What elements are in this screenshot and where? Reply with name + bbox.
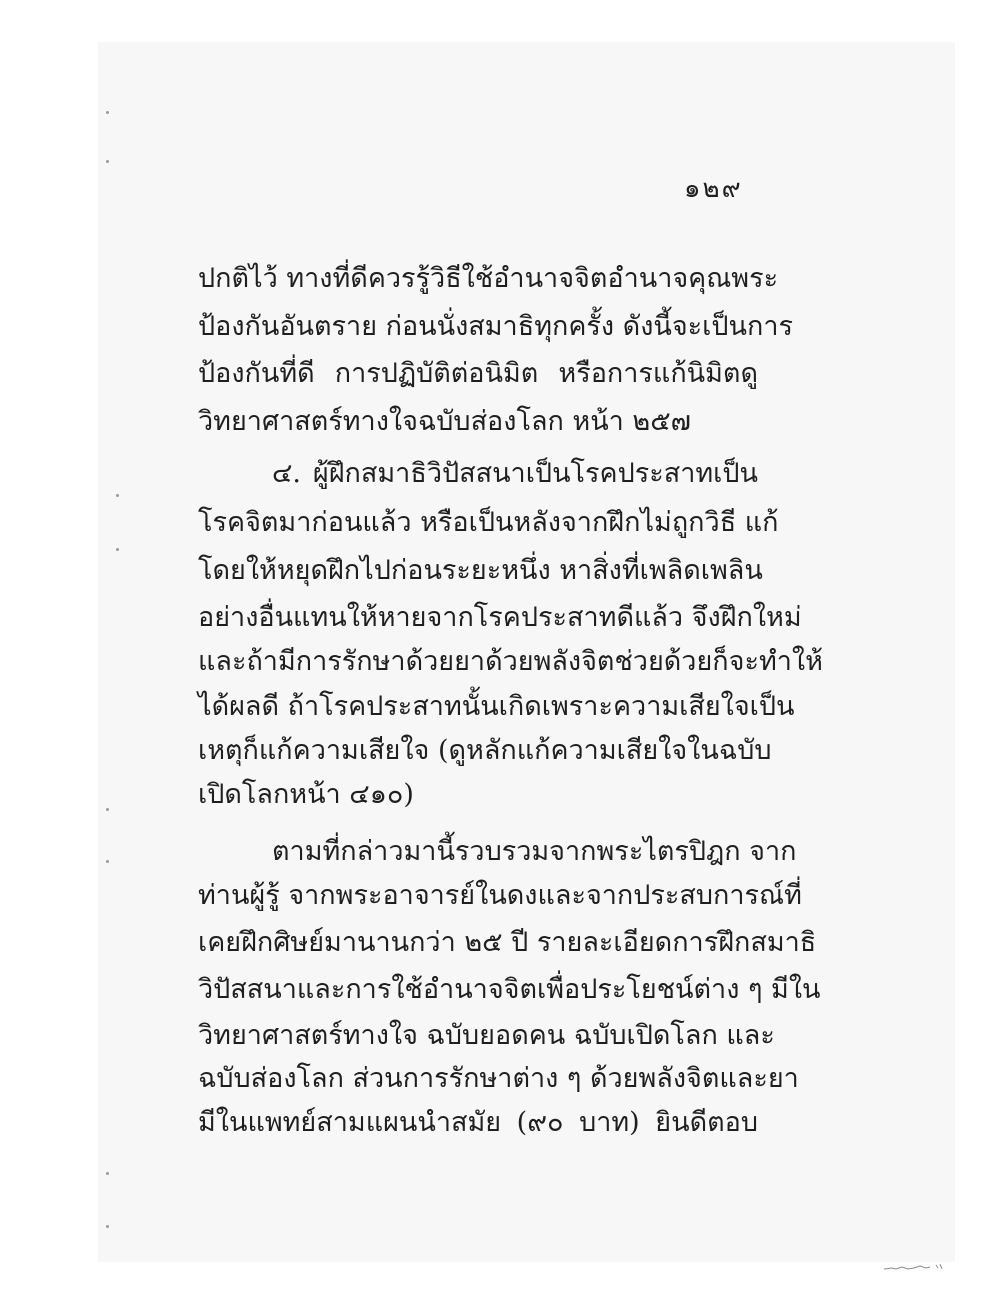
margin-speck [106, 808, 109, 811]
page-number: ๑๒๙ [684, 174, 743, 204]
paragraph-2-line-1: ๔. ผู้ฝึกสมาธิวิปัสสนาเป็นโรคประสาทเป็น [272, 458, 758, 489]
margin-speck [106, 860, 109, 863]
margin-speck [106, 111, 109, 114]
paragraph-2-line-5: และถ้ามีการรักษาด้วยยาด้วยพลังจิตช่วยด้วยก็จะทำให้ [198, 646, 823, 677]
paragraph-3-line-7: มีในแพทย์สามแผนนำสมัย (๙๐ บาท) ยินดีตอบ [198, 1107, 758, 1138]
margin-speck [106, 1225, 109, 1228]
paragraph-2-line-7: เหตุก็แก้ความเสียใจ (ดูหลักแก้ความเสียใจในฉบับ [198, 735, 772, 766]
margin-speck [116, 548, 119, 551]
paragraph-1-line-1: ปกติไว้ ทางที่ดีควรรู้วิธีใช้อำนาจจิตอำนาจคุณพระ [198, 263, 779, 294]
paragraph-3-line-6: ฉบับส่องโลก ส่วนการรักษาต่าง ๆ ด้วยพลังจิตและยา [198, 1063, 799, 1094]
scan-mark [882, 1262, 946, 1275]
paragraph-2-line-3: โดยให้หยุดฝึกไปก่อนระยะหนึ่ง หาสิ่งที่เพลิดเพลิน [198, 555, 763, 586]
paragraph-1-line-3: ป้องกันที่ดี การปฏิบัติต่อนิมิต หรือการแก้นิมิตดู [198, 358, 758, 389]
paragraph-2-line-4: อย่างอื่นแทนให้หายจากโรคประสาทดีแล้ว จึงฝึกใหม่ [198, 602, 802, 633]
paragraph-2-line-6: ได้ผลดี ถ้าโรคประสาทนั้นเกิดเพราะความเสียใจเป็น [198, 691, 795, 722]
paragraph-1-line-2: ป้องกันอันตราย ก่อนนั่งสมาธิทุกครั้ง ดังนี้จะเป็นการ [198, 311, 794, 342]
paragraph-3-line-1: ตามที่กล่าวมานี้รวบรวมจากพระไตรปิฎก จาก [272, 836, 797, 867]
margin-speck [116, 494, 119, 497]
paragraph-3-line-5: วิทยาศาสตร์ทางใจ ฉบับยอดคน ฉบับเปิดโลก และ [198, 1020, 775, 1051]
paragraph-3-line-2: ท่านผู้รู้ จากพระอาจารย์ในดงและจากประสบการณ์ที่ [198, 880, 802, 911]
paragraph-2-line-8: เปิดโลกหน้า ๔๑๐) [198, 779, 414, 810]
margin-speck [106, 160, 109, 163]
margin-speck [106, 1172, 109, 1175]
paragraph-3-line-3: เคยฝึกศิษย์มานานกว่า ๒๕ ปี รายละเอียดการฝึกสมาธิ [198, 927, 817, 958]
paragraph-1-line-4: วิทยาศาสตร์ทางใจฉบับส่องโลก หน้า ๒๕๗ [198, 406, 691, 437]
paragraph-3-line-4: วิปัสสนาและการใช้อำนาจจิตเพื่อประโยชน์ต่าง ๆ มีใน [198, 974, 821, 1005]
paragraph-2-line-2: โรคจิตมาก่อนแล้ว หรือเป็นหลังจากฝึกไม่ถูกวิธี แก้ [198, 507, 779, 538]
scan-scribble-icon [882, 1262, 946, 1272]
